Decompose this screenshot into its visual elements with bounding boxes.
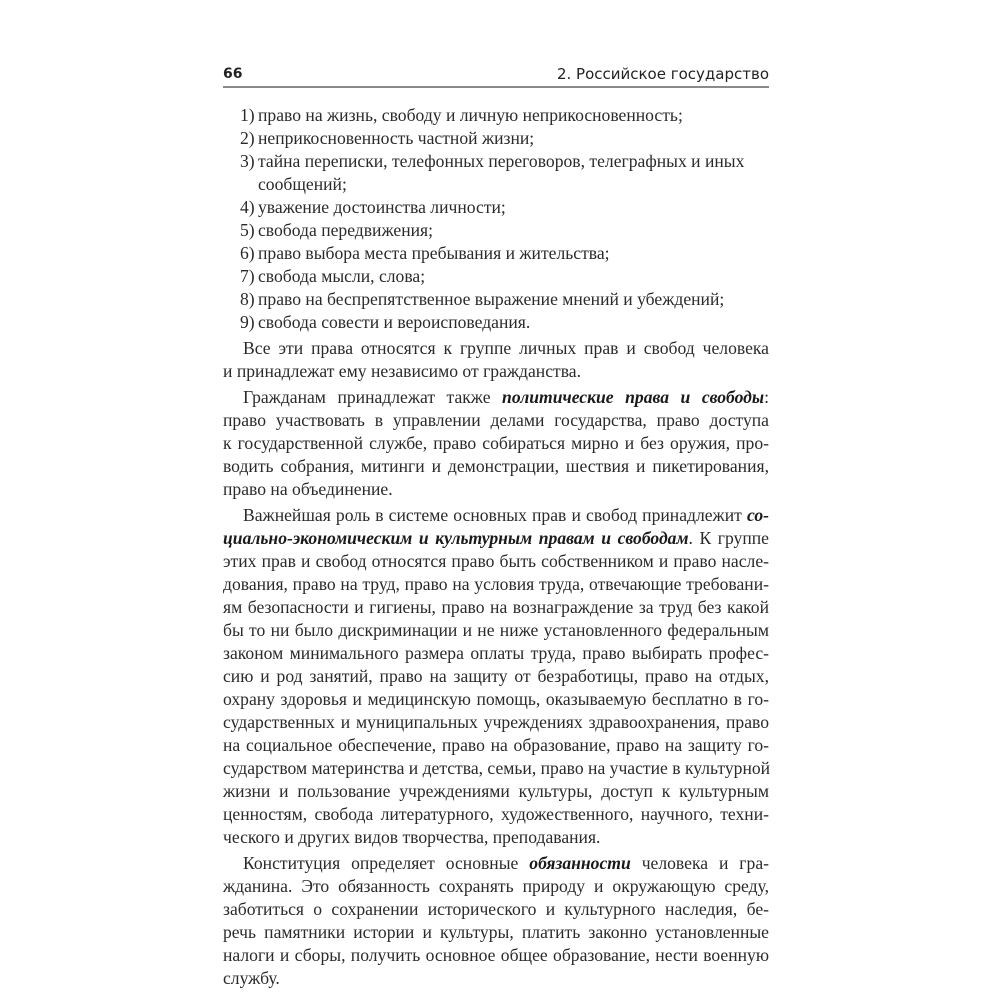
list-item: [223, 150, 769, 196]
paragraph: [223, 337, 769, 383]
list-number: 9): [240, 312, 255, 332]
text-segment: налоги и сборы, получить основное общее образование, нести военную: [223, 945, 769, 965]
list-text: уважение достоинства личности;: [258, 197, 506, 217]
list-text: право выбора места пребывания и жительства;: [258, 243, 610, 263]
text-segment: этих прав и свобод относятся право быть собственником и право насле-: [223, 551, 769, 571]
text-segment: жданина. Это обязанность сохранять природу и окружающую среду,: [223, 876, 769, 896]
paragraphs: [223, 337, 769, 990]
paragraph-line: [223, 921, 769, 944]
list-line: [223, 173, 769, 196]
list-text: тайна переписки, телефонных переговоров, телеграфных и иных: [258, 151, 745, 171]
text-segment: сию и род занятий, право на защиту от безработицы, право на отдых,: [223, 666, 769, 686]
paragraph-line: [223, 432, 769, 455]
text-segment: водить собрания, митинги и демонстрации, шествия и пикетирования,: [223, 456, 769, 476]
list-text: сообщений;: [258, 174, 347, 194]
list-text: право на жизнь, свободу и личную неприкосновенность;: [258, 105, 683, 125]
list-item: [223, 242, 769, 265]
text-segment: Гражданам принадлежат также: [243, 387, 503, 407]
text-segment: сударственных и муниципальных учреждениях здравоохранения, право: [223, 712, 769, 732]
text-segment: заботиться о сохранении исторического и культурного наследия, бе-: [223, 899, 769, 919]
text-segment: право на объединение.: [223, 479, 393, 499]
paragraph: [223, 504, 769, 849]
running-title: 2. Российское государство: [556, 65, 769, 83]
paragraph-line: [223, 619, 769, 642]
list-line: [223, 265, 769, 288]
paragraph-line: [223, 550, 769, 573]
paragraph: [223, 852, 769, 990]
paragraph-line: [223, 688, 769, 711]
list-item: [223, 127, 769, 150]
paragraph-line: [223, 711, 769, 734]
text-segment: :: [764, 387, 769, 407]
list-item: [223, 219, 769, 242]
list-line: [223, 127, 769, 150]
list-text: свобода передвижения;: [258, 220, 434, 240]
paragraph-line: [223, 898, 769, 921]
list-line: [223, 311, 769, 334]
paragraph-line: [223, 478, 769, 501]
text-segment: право участвовать в управлении делами государства, право доступа: [223, 410, 769, 430]
paragraph-line: [223, 734, 769, 757]
list-number: 7): [240, 266, 255, 286]
emphasis-text: со-: [746, 505, 769, 525]
paragraph-line: [223, 780, 769, 803]
paragraph-line: [223, 944, 769, 967]
text-segment: на социальное обеспечение, право на образование, право на защиту го-: [223, 735, 769, 755]
text-segment: дования, право на труд, право на условия труда, отвечающие требовани-: [223, 574, 769, 594]
list-number: 1): [240, 105, 255, 125]
list-item: [223, 104, 769, 127]
list-line: [223, 288, 769, 311]
list-item: [223, 196, 769, 219]
paragraph-line: [223, 875, 769, 898]
paragraph-line: [223, 803, 769, 826]
list-item: [223, 265, 769, 288]
list-line: [223, 150, 769, 173]
paragraph-line: [223, 642, 769, 665]
paragraph-line: [223, 967, 769, 990]
page-number: 66: [223, 66, 243, 82]
list-line: [223, 219, 769, 242]
text-segment: ценностям, свобода литературного, художественного, научного, техни-: [223, 804, 769, 824]
text-segment: ям безопасности и гигиены, право на вознаграждение за труд без какой: [223, 597, 769, 617]
paragraph-line: [223, 757, 769, 780]
list-text: свобода мысли, слова;: [258, 266, 426, 286]
emphasis-text: политические права и свободы: [502, 387, 765, 407]
text-segment: жизни и пользование учреждениями культуры, доступ к культурным: [223, 781, 769, 801]
paragraph-line: [223, 596, 769, 619]
list-text: право на беспрепятственное выражение мнений и убеждений;: [258, 289, 725, 309]
list-line: [223, 242, 769, 265]
paragraph-line: [223, 455, 769, 478]
page-body: [223, 104, 769, 990]
text-segment: бы то ни было дискриминации и не ниже установленного федеральным: [223, 620, 769, 640]
text-segment: человека и гра-: [630, 853, 769, 873]
paragraph-line: [223, 573, 769, 596]
text-segment: и принадлежат ему независимо от гражданства.: [223, 361, 581, 381]
text-segment: речь памятники истории и культуры, платить законно установленные: [223, 922, 769, 942]
list-line: [223, 104, 769, 127]
list-number: 4): [240, 197, 255, 217]
list-line: [223, 196, 769, 219]
paragraph: [223, 386, 769, 501]
paragraph-line: [223, 826, 769, 849]
list-number: 8): [240, 289, 255, 309]
emphasis-text: обязанности: [529, 853, 631, 873]
paragraph-line: [223, 852, 769, 875]
text-segment: к государственной службе, право собираться мирно и без оружия, про-: [223, 433, 769, 453]
text-segment: охрану здоровья и медицинскую помощь, оказываемую бесплатно в го-: [223, 689, 769, 709]
paragraph-line: [223, 504, 769, 527]
text-segment: законом минимального размера оплаты труда, право выбирать профес-: [223, 643, 769, 663]
list-item: [223, 311, 769, 334]
text-segment: службу.: [223, 968, 280, 988]
emphasis-text: циально-экономическим и культурным правам и свободам: [223, 528, 689, 548]
text-segment: Все эти права относятся к группе личных прав и свобод человека: [243, 338, 769, 358]
text-segment: Конституция определяет основные: [243, 853, 530, 873]
list-number: 2): [240, 128, 255, 148]
list-item: [223, 288, 769, 311]
text-segment: сударством материнства и детства, семьи, право на участие в культурной: [223, 758, 771, 778]
paragraph-line: [223, 360, 769, 383]
text-segment: . К группе: [688, 528, 769, 548]
paragraph-line: [223, 665, 769, 688]
running-header: [223, 64, 769, 88]
paragraph-line: [223, 386, 769, 409]
paragraph-line: [223, 409, 769, 432]
text-segment: Важнейшая роль в системе основных прав и свобод принадлежит: [243, 505, 747, 525]
paragraph-line: [223, 527, 769, 550]
rights-list: [223, 104, 769, 334]
list-text: свобода совести и вероисповедания.: [258, 312, 531, 332]
list-text: неприкосновенность частной жизни;: [258, 128, 535, 148]
list-number: 6): [240, 243, 255, 263]
paragraph-line: [223, 337, 769, 360]
list-number: 3): [240, 151, 255, 171]
text-segment: ческого и других видов творчества, преподавания.: [223, 827, 601, 847]
list-number: 5): [240, 220, 255, 240]
